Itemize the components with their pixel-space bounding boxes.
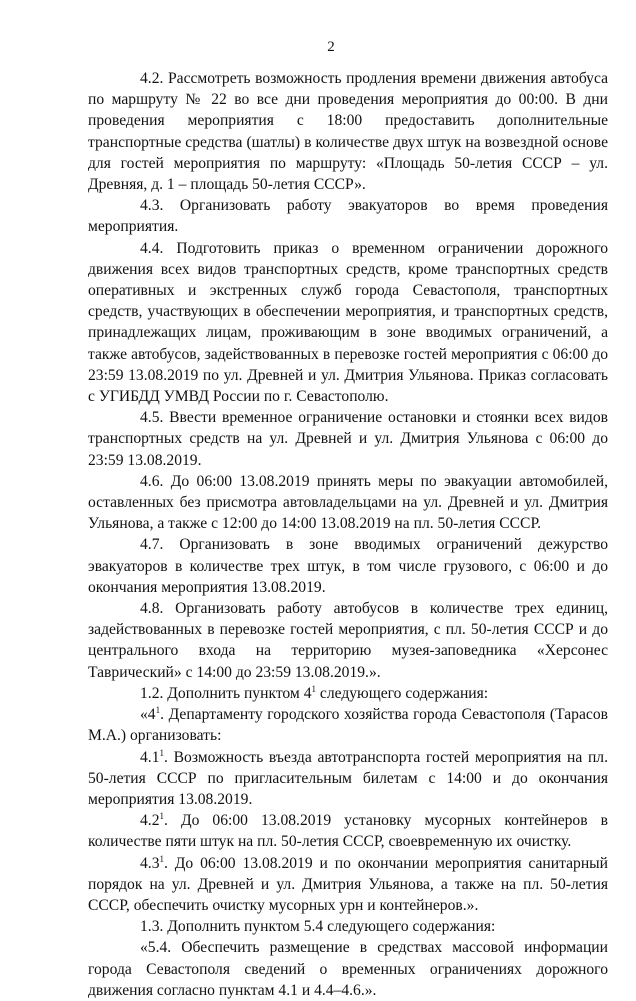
superscript-index: 1	[311, 683, 316, 694]
paragraph-text: «5.4. Обеспечить размещение в средствах массовой информации города Севастополя сведений о временных ограничениях дорожного движения согласно пунктам 4.1 и 4.4–4.6.».	[88, 939, 608, 999]
page-number: 2	[327, 39, 335, 55]
paragraph-1-3	[88, 916, 608, 937]
paragraph-4-8	[88, 598, 608, 683]
paragraph-prefix: 1.2. Дополнить пунктом 4	[140, 684, 312, 702]
paragraph-4-sup1	[88, 704, 608, 746]
paragraph-text: 4.6. До 06:00 13.08.2019 принять меры по эвакуации автомобилей, оставленных без присмотра автовладельцами на ул. Древней и ул. Дмитрия Ульянова, а также с 12:00 до 14:00 13.08.2019 на пл. 50-летия СССР.	[88, 472, 608, 533]
paragraph-text: 1.3. Дополнить пунктом 5.4 следующего содержания:	[140, 918, 496, 936]
superscript-index: 1	[155, 704, 161, 715]
paragraph-text: 4.8. Организовать работу автобусов в количестве трех единиц, задействованных в перевозке гостей мероприятия, с пл. 50-летия СССР и до центрального входа на территорию музея-заповедника «Херсонес Таврический» с 14:00 до 23:59 13.08.2019.».	[88, 600, 608, 681]
paragraph-4-5	[88, 407, 608, 471]
paragraph-text: 4.5. Ввести временное ограничение остановки и стоянки всех видов транспортных средств на ул. Древней и ул. Дмитрия Ульянова с 06:00 до 23:59 13.08.2019.	[88, 409, 608, 469]
paragraph-4-3	[88, 195, 608, 237]
paragraph-text: . Департаменту городского хозяйства города Севастополя (Тарасов М.А.) организовать:	[88, 706, 608, 745]
paragraph-text: . Возможность въезда автотранспорта гостей мероприятия на пл. 50-летия СССР по пригласительным билетам с 14:00 и до окончания мероприятия 13.08.2019.	[88, 748, 608, 808]
paragraph-text: 4.3. Организовать работу эвакуаторов во время проведения мероприятия.	[88, 197, 608, 236]
paragraph-text: следующего содержания:	[316, 684, 489, 702]
paragraph-4-6	[88, 471, 608, 535]
paragraph-1-2	[88, 683, 608, 704]
paragraph-4-1-sup1	[88, 747, 608, 811]
paragraph-prefix: 4.3	[140, 854, 160, 872]
paragraph-5-4	[88, 937, 608, 1001]
paragraph-text: 4.2. Рассмотреть возможность продления времени движения автобуса по маршруту № 22 во все дни проведения мероприятия до 00:00. В дни проведения мероприятия с 18:00 предоставить дополнительные транспортные средства (шатлы) в количестве двух штук на возвездной основе для гостей мероприятия по маршруту: «Площадь 50-летия СССР – ул. Древняя, д. 1 – площадь 50-летия СССР».	[88, 70, 608, 194]
paragraph-4-7	[88, 534, 608, 598]
paragraph-4-4	[88, 238, 608, 408]
superscript-index: 1	[159, 810, 164, 821]
paragraph-prefix: 4.2	[140, 812, 160, 830]
superscript-index: 1	[159, 747, 164, 758]
paragraph-prefix: 4.1	[140, 748, 160, 766]
superscript-index: 1	[159, 853, 164, 864]
paragraph-4-2-sup1	[88, 810, 608, 852]
paragraph-text: 4.4. Подготовить приказ о временном ограничении дорожного движения всех видов транспортных средств, кроме транспортных средств оперативных и экстренных служб города Севастополя, транспортных средств, участвующих в обеспечении мероприятия, и транспортных средств, принадлежащих лицам, проживающим в зоне вводимых ограничений, а также автобусов, задействованных в перевозке гостей мероприятия с 06:00 до 23:59 13.08.2019 по ул. Древней и ул. Дмитрия Ульянова. Приказ согласовать с УГИБДД УМВД России по г. Севастополю.	[88, 239, 608, 406]
paragraph-prefix: «4	[140, 706, 156, 724]
paragraph-4-2	[88, 68, 608, 195]
paragraph-text: . До 06:00 13.08.2019 установку мусорных контейнеров в количестве пяти штук на пл. 50-летия СССР, своевременную их очистку.	[88, 812, 608, 851]
paragraph-4-3-sup1	[88, 853, 608, 917]
paragraph-text: 4.7. Организовать в зоне вводимых ограничений дежурство эвакуаторов в количестве трех штук, в том числе грузового, с 06:00 и до окончания мероприятия 13.08.2019.	[88, 536, 608, 596]
paragraph-text: . До 06:00 13.08.2019 и по окончании мероприятия санитарный порядок на ул. Древней и ул. Дмитрия Ульянова, а также на пл. 50-летия СССР, обеспечить очистку мусорных урн и контейнеров.».	[88, 854, 608, 914]
